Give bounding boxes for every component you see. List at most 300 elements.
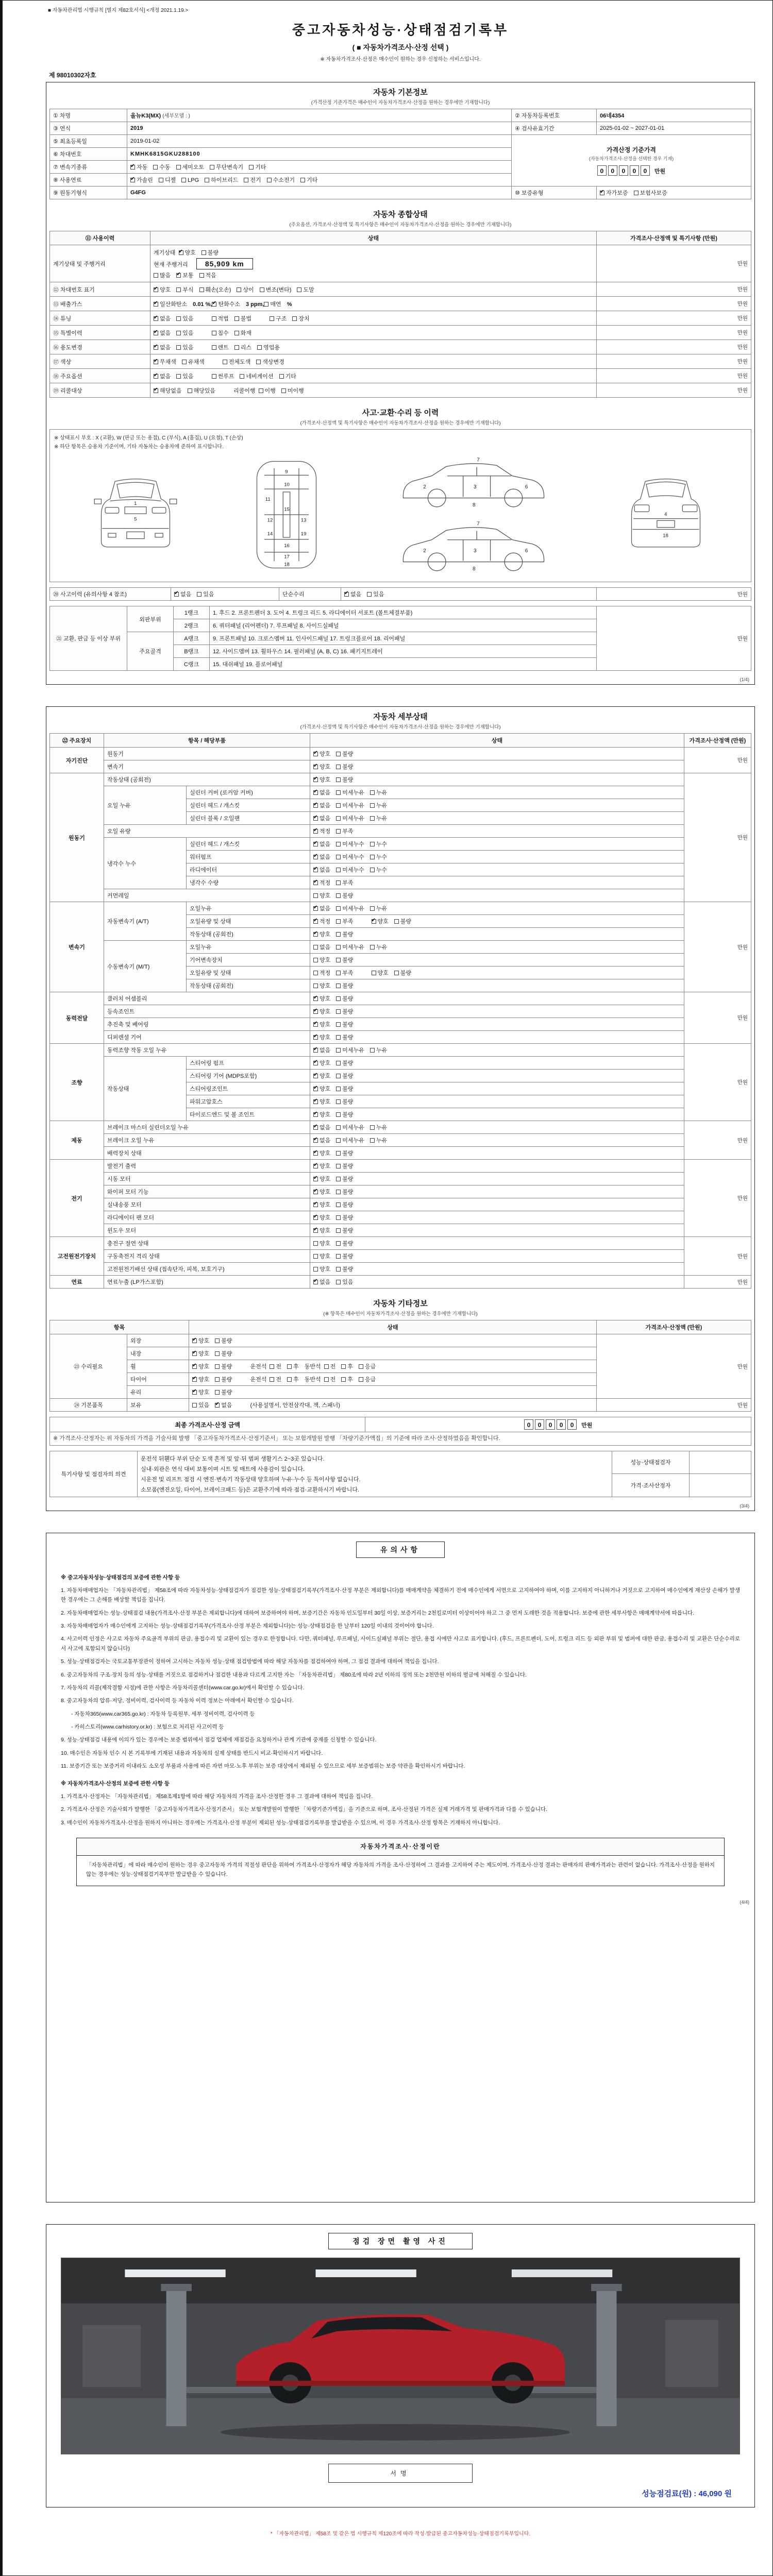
price-definition-box [76,1838,725,1886]
checkbox-unchecked[interactable] [336,1099,341,1104]
inline-label: (사용설명서, 안전삼각대, 잭, 스패너) [250,1402,340,1409]
checkbox-unchecked[interactable] [634,191,638,195]
price-cell: 만원 [597,383,751,398]
device-item: 윈도우 모터 [104,1224,310,1237]
device-state [310,928,684,941]
checkbox-unchecked[interactable] [336,971,341,975]
checkbox-option [313,777,330,783]
device-item: 연료누출 (LP가스포함) [104,1276,310,1289]
option-label: 양호 [320,1253,331,1260]
checkbox-checked[interactable] [192,1338,197,1343]
option-label: 양호 [320,1035,331,1041]
checkbox-unchecked[interactable] [259,388,263,393]
final-amount-value: 0 0 0 0 0 만원 [365,1417,751,1432]
checkbox-option [201,250,219,256]
checkbox-checked[interactable] [313,1125,318,1130]
usage-row-state [150,282,597,297]
checkbox-unchecked[interactable] [244,178,248,182]
checkbox-checked[interactable] [215,1403,220,1408]
checkbox-unchecked[interactable] [336,752,341,756]
usage-row-label: ⑱ 주요옵션 [50,369,150,383]
checkbox-option [336,1138,364,1144]
checkbox-unchecked[interactable] [336,932,341,937]
option-label: 훼손(오손) [205,286,231,293]
appraiser-sign-area[interactable] [690,1474,751,1497]
checkbox-unchecked[interactable] [336,868,341,872]
checkbox-unchecked[interactable] [234,316,239,321]
checkbox-checked[interactable] [192,1364,197,1369]
option-label: 양호 [320,1112,331,1118]
checkbox-option [244,177,261,183]
checkbox-unchecked[interactable] [188,388,192,393]
device-item: 발전기 출력 [104,1160,310,1173]
checkbox-option [234,316,251,322]
svg-text:1: 1 [133,501,137,506]
checkbox-unchecked[interactable] [336,958,341,962]
checkbox-checked[interactable] [154,287,158,292]
checkbox-unchecked[interactable] [182,360,187,364]
checkbox-checked[interactable] [176,273,181,278]
value-text: 3 ppm, [245,301,264,308]
option-label: 해당없음 [160,387,182,394]
checkbox-option [199,287,231,293]
checkbox-unchecked[interactable] [215,1390,220,1395]
checkbox-unchecked[interactable] [176,374,181,379]
checkbox-unchecked[interactable] [372,971,376,975]
device-item: 브레이크 마스터 실린더오일 누유 [104,1121,310,1134]
checkbox-checked[interactable] [313,906,318,911]
option-label: 없음 [160,330,171,336]
device-item: 오일 누유 [104,786,187,825]
device-item: 실내송풍 모터 [104,1198,310,1211]
checkbox-checked[interactable] [313,765,318,769]
checkbox-unchecked[interactable] [176,165,181,170]
checkbox-unchecked[interactable] [336,1267,341,1272]
checkbox-checked[interactable] [313,752,318,756]
notice-section2-title: ※ 자동차가격조사·산정의 보증에 관한 사항 등 [61,1780,170,1787]
device-state [310,1057,684,1070]
checkbox-unchecked[interactable] [370,1138,375,1143]
checkbox-unchecked[interactable] [336,1138,341,1143]
checkbox-unchecked[interactable] [300,178,305,182]
price-cell: 만원 [684,1121,751,1160]
checkbox-unchecked[interactable] [336,945,341,950]
checkbox-unchecked[interactable] [336,1048,341,1053]
checkbox-unchecked[interactable] [212,331,216,335]
checkbox-unchecked[interactable] [336,1087,341,1091]
checkbox-option [154,330,171,336]
page-basic-overall-accident [46,82,755,685]
checkbox-unchecked[interactable] [336,1022,341,1027]
checkbox-checked[interactable] [600,191,604,195]
checkbox-unchecked[interactable] [336,1164,341,1168]
checkbox-option [154,287,171,293]
amount-digit: 0 [619,165,628,176]
checkbox-unchecked[interactable] [324,1364,329,1369]
checkbox-checked[interactable] [313,1190,318,1194]
rank-name: B랭크 [174,645,210,658]
checkbox-checked[interactable] [313,803,318,808]
option-label: 없음 [320,803,331,809]
checkbox-option [287,1377,299,1383]
device-state [310,1211,684,1224]
checkbox-checked[interactable] [313,1151,318,1156]
checkbox-checked[interactable] [313,1099,318,1104]
device-state [310,1018,684,1031]
checkbox-unchecked[interactable] [336,906,341,911]
checkbox-unchecked[interactable] [336,790,341,795]
checkbox-option [370,944,387,951]
option-label: 양호 [320,764,331,770]
checkbox-checked[interactable] [313,1087,318,1091]
checkbox-checked[interactable] [372,919,376,924]
checkbox-checked[interactable] [154,388,158,393]
checkbox-unchecked[interactable] [336,919,341,924]
checkbox-unchecked[interactable] [336,996,341,1001]
checkbox-option [336,1163,353,1170]
checkbox-checked[interactable] [154,374,158,379]
device-state [310,812,684,825]
checkbox-checked[interactable] [192,1351,197,1356]
checkbox-checked[interactable] [154,360,158,364]
option-label: 있음 [373,591,384,598]
checkbox-unchecked[interactable] [215,1338,220,1343]
checkbox-checked[interactable] [313,1177,318,1181]
device-subpart: 타이로드엔드 및 볼 조인트 [187,1108,310,1121]
device-state [310,1276,684,1289]
option-label: 양호 [320,996,331,1002]
device-subpart: 오일누유 [187,941,310,954]
checkbox-unchecked[interactable] [367,592,372,597]
checkbox-checked[interactable] [313,1215,318,1220]
checkbox-checked[interactable] [154,331,158,335]
checkbox-unchecked[interactable] [336,1254,341,1259]
checkbox-checked[interactable] [313,1228,318,1233]
checkbox-unchecked[interactable] [336,842,341,846]
checkbox-unchecked[interactable] [370,945,375,950]
checkbox-checked[interactable] [313,1009,318,1014]
checkbox-option [394,970,411,976]
checkbox-unchecked[interactable] [336,829,341,834]
checkbox-unchecked[interactable] [279,374,284,379]
checkbox-checked[interactable] [154,316,158,321]
checkbox-checked[interactable] [313,1035,318,1040]
svg-text:8: 8 [472,566,476,572]
basic-items-state [189,1399,597,1412]
checkbox-unchecked[interactable] [240,374,244,379]
device-item: 커먼레일 [104,889,310,902]
checkbox-unchecked[interactable] [313,945,318,950]
notice-item: 5. 성능·상태점검자는 국토교통부장관이 정하여 고시하는 자동차 성능·상태 점검방법에 따라 해당 자동차를 점검하여야 하며, 그 점검 결과에 대하여 책임을 집니다. [61,1658,439,1665]
option-label: 적정 [320,880,331,886]
checkbox-checked[interactable] [313,1074,318,1078]
checkbox-unchecked[interactable] [336,803,341,808]
checkbox-unchecked[interactable] [287,1364,292,1369]
checkbox-unchecked[interactable] [336,1190,341,1194]
notice-item: 10. 매수인은 자동차 인수 시 본 기록부에 기재된 내용과 자동차의 실제 상태를 반드시 비교·확인하시기 바랍니다. [61,1750,323,1756]
checkbox-unchecked[interactable] [313,971,318,975]
checkbox-unchecked[interactable] [237,287,241,292]
checkbox-unchecked[interactable] [270,316,274,321]
checkbox-checked[interactable] [313,919,318,924]
checkbox-unchecked[interactable] [192,1403,197,1408]
amount-digit: 0 [535,1419,544,1430]
usage-row-label: 계기상태 및 주행거리 [50,245,150,282]
option-label: 양호 [198,1351,210,1357]
price-cell: 만원 [597,297,751,311]
checkbox-checked[interactable] [313,829,318,834]
checkbox-unchecked[interactable] [336,1035,341,1040]
inspector-sign-area[interactable] [690,1451,751,1474]
checkbox-option [313,1060,330,1066]
checkbox-unchecked[interactable] [199,273,204,278]
checkbox-unchecked[interactable] [336,1280,341,1284]
option-label: 없음 [350,591,362,598]
checkbox-unchecked[interactable] [336,1112,341,1117]
checkbox-unchecked[interactable] [260,287,264,292]
option-label: 응급 [364,1364,376,1370]
checkbox-unchecked[interactable] [313,984,318,988]
checkbox-checked[interactable] [154,302,158,307]
inspection-fee: 성능점검료(원) : 46,090 원 [642,2489,732,2498]
device-state [310,748,684,760]
checkbox-checked[interactable] [313,868,318,872]
checkbox-option [370,854,387,860]
option-label: 양호 [320,1099,331,1105]
checkbox-unchecked[interactable] [313,893,318,898]
checkbox-unchecked[interactable] [370,1125,375,1130]
checkbox-unchecked[interactable] [313,1254,318,1259]
option-label: 없음 [320,790,331,796]
checkbox-unchecked[interactable] [297,287,301,292]
checkbox-unchecked[interactable] [336,893,341,898]
checkbox-unchecked[interactable] [370,868,375,872]
checkbox-unchecked[interactable] [176,316,181,321]
device-state [310,825,684,838]
checkbox-checked[interactable] [313,790,318,795]
device-subpart: 오일유량 및 상태 [187,915,310,928]
checkbox-unchecked[interactable] [215,1351,220,1356]
checkbox-checked[interactable] [313,777,318,782]
checkbox-unchecked[interactable] [159,178,163,182]
checkbox-checked[interactable] [344,592,349,597]
signature-field[interactable] [328,2464,473,2483]
checkbox-checked[interactable] [313,1280,318,1284]
checkbox-unchecked[interactable] [257,345,262,350]
checkbox-checked[interactable] [313,1138,318,1143]
checkbox-unchecked[interactable] [336,855,341,859]
checkbox-unchecked[interactable] [212,374,216,379]
checkbox-unchecked[interactable] [336,880,341,885]
option-label: 없음 [180,591,192,598]
checkbox-unchecked[interactable] [205,178,209,182]
notice-item: 11. 보증기간 또는 보증거리 이내라도 소모성 부품과 사용에 따른 자연 마모·노후 부위는 보증 대상에서 제외될 수 있으므로 세부 보증범위는 보증 약관을 확인하시기 바랍니다. [61,1763,465,1770]
checkbox-unchecked[interactable] [336,1177,341,1181]
checkbox-option [336,816,364,822]
checkbox-unchecked[interactable] [370,1048,375,1053]
checkbox-option [313,854,330,860]
checkbox-checked[interactable] [192,1377,197,1382]
etc-section-note: (※ 항목은 매수인이 자동차가격조사·산정을 원하는 경우에만 기재합니다) [323,1311,478,1317]
checkbox-unchecked[interactable] [212,316,216,321]
checkbox-checked[interactable] [179,250,183,255]
checkbox-checked[interactable] [192,1390,197,1395]
checkbox-unchecked[interactable] [336,1228,341,1233]
checkbox-unchecked[interactable] [197,592,201,597]
checkbox-unchecked[interactable] [234,345,239,350]
checkbox-unchecked[interactable] [370,855,375,859]
checkbox-option [313,803,330,809]
checkbox-unchecked[interactable] [336,1061,341,1065]
checkbox-unchecked[interactable] [176,331,181,335]
document-title: 중고자동차성능·상태점검기록부 [292,22,509,38]
checkbox-option [370,1047,387,1054]
checkbox-unchecked[interactable] [223,360,227,364]
checkbox-option [313,1047,330,1054]
final-amount-label: 최종 가격조사·산정 금액 [50,1417,365,1432]
checkbox-option [600,190,628,196]
checkbox-unchecked[interactable] [215,1377,220,1382]
car-diagram-rear [617,455,715,574]
checkbox-unchecked[interactable] [201,250,206,255]
checkbox-unchecked[interactable] [281,388,286,393]
checkbox-unchecked[interactable] [287,1377,292,1382]
checkbox-unchecked[interactable] [270,1377,274,1382]
checkbox-unchecked[interactable] [370,842,375,846]
checkbox-checked[interactable] [313,1048,318,1053]
checkbox-unchecked[interactable] [370,906,375,911]
checkbox-option [192,1364,209,1370]
checkbox-checked[interactable] [313,816,318,821]
checkbox-unchecked[interactable] [264,302,268,307]
odometer-value: 85,909 km [196,258,253,269]
checkbox-unchecked[interactable] [154,273,158,278]
price-cell: 만원 [597,369,751,383]
checkbox-checked[interactable] [154,345,158,350]
checkbox-checked[interactable] [313,1202,318,1207]
checkbox-unchecked[interactable] [324,1377,329,1382]
checkbox-option [256,359,284,365]
checkbox-option [154,359,176,365]
checkbox-unchecked[interactable] [313,958,318,962]
svg-text:15: 15 [283,506,290,513]
checkbox-unchecked[interactable] [394,919,399,924]
checkbox-unchecked[interactable] [336,984,341,988]
checkbox-option [176,330,193,336]
device-item: 추진축 및 베어링 [104,1018,310,1031]
checkbox-checked[interactable] [313,1022,318,1027]
checkbox-unchecked[interactable] [176,345,181,350]
checkbox-unchecked[interactable] [212,345,216,350]
checkbox-unchecked[interactable] [359,1377,363,1382]
checkbox-unchecked[interactable] [370,816,375,821]
checkbox-checked[interactable] [130,178,135,182]
checkbox-checked[interactable] [130,165,135,170]
checkbox-unchecked[interactable] [336,1009,341,1014]
checkbox-checked[interactable] [174,592,179,597]
inline-label: 현재 주행거리 [154,261,188,268]
option-label: 양호 [320,1202,331,1208]
checkbox-checked[interactable] [313,996,318,1001]
option-label: 없음 [320,1279,331,1285]
option-label: 상이 [243,286,254,293]
option-label: 침수 [217,330,229,336]
option-label: 적법 [217,315,229,322]
checkbox-unchecked[interactable] [370,790,375,795]
checkbox-unchecked[interactable] [336,1202,341,1207]
checkbox-unchecked[interactable] [313,1241,318,1246]
device-state [310,1044,684,1057]
device-subpart: 스티어링 펌프 [187,1057,310,1070]
checkbox-unchecked[interactable] [292,316,297,321]
checkbox-checked[interactable] [313,932,318,937]
checkbox-unchecked[interactable] [341,1377,346,1382]
inline-label: 동반석 [304,1377,321,1383]
checkbox-option [313,751,330,757]
checkbox-unchecked[interactable] [370,803,375,808]
checkbox-unchecked[interactable] [153,165,158,170]
checkbox-unchecked[interactable] [249,165,254,170]
checkbox-unchecked[interactable] [234,331,239,335]
checkbox-unchecked[interactable] [270,1364,274,1369]
checkbox-unchecked[interactable] [199,287,204,292]
checkbox-checked[interactable] [313,1112,318,1117]
option-label: 구조 [276,315,287,322]
checkbox-unchecked[interactable] [336,816,341,821]
checkbox-checked[interactable] [212,302,216,307]
appraiser-label: 가격·조사산정자 [612,1474,690,1497]
checkbox-unchecked[interactable] [394,971,399,975]
rank-name: 1랭크 [174,606,210,619]
checkbox-checked[interactable] [313,880,318,885]
option-label: 해당있음 [193,387,216,394]
checkbox-option [154,273,171,279]
checkbox-unchecked[interactable] [215,1364,220,1369]
option-label: 불량 [221,1338,232,1344]
svg-text:9: 9 [284,469,288,475]
checkbox-unchecked[interactable] [267,178,272,182]
checkbox-unchecked[interactable] [336,765,341,769]
device-item: 배력장치 상태 [104,1147,310,1160]
checkbox-unchecked[interactable] [336,1125,341,1130]
checkbox-unchecked[interactable] [181,178,186,182]
checkbox-unchecked[interactable] [336,1241,341,1246]
checkbox-unchecked[interactable] [359,1364,363,1369]
repair-state [189,1360,597,1373]
price-cell: 만원 [597,588,751,601]
checkbox-unchecked[interactable] [336,1151,341,1156]
checkbox-unchecked[interactable] [210,165,214,170]
checkbox-checked[interactable] [313,1061,318,1065]
checkbox-unchecked[interactable] [341,1364,346,1369]
col-price: 가격조사·산정액 및 특기사항 (만원) [597,231,751,245]
checkbox-checked[interactable] [313,1164,318,1168]
option-label: 양호 [320,1163,331,1170]
checkbox-unchecked[interactable] [256,360,261,364]
checkbox-checked[interactable] [313,842,318,846]
svg-text:7: 7 [476,457,480,463]
price-cell: 만원 [597,1399,751,1412]
checkbox-checked[interactable] [313,855,318,859]
checkbox-unchecked[interactable] [336,777,341,782]
checkbox-unchecked[interactable] [336,1215,341,1220]
checkbox-unchecked[interactable] [176,287,181,292]
label-reg-no: ② 자동차등록번호 [512,109,597,122]
device-state [310,1121,684,1134]
checkbox-unchecked[interactable] [336,1074,341,1078]
device-item: 등속조인트 [104,1005,310,1018]
checkbox-unchecked[interactable] [313,1267,318,1272]
